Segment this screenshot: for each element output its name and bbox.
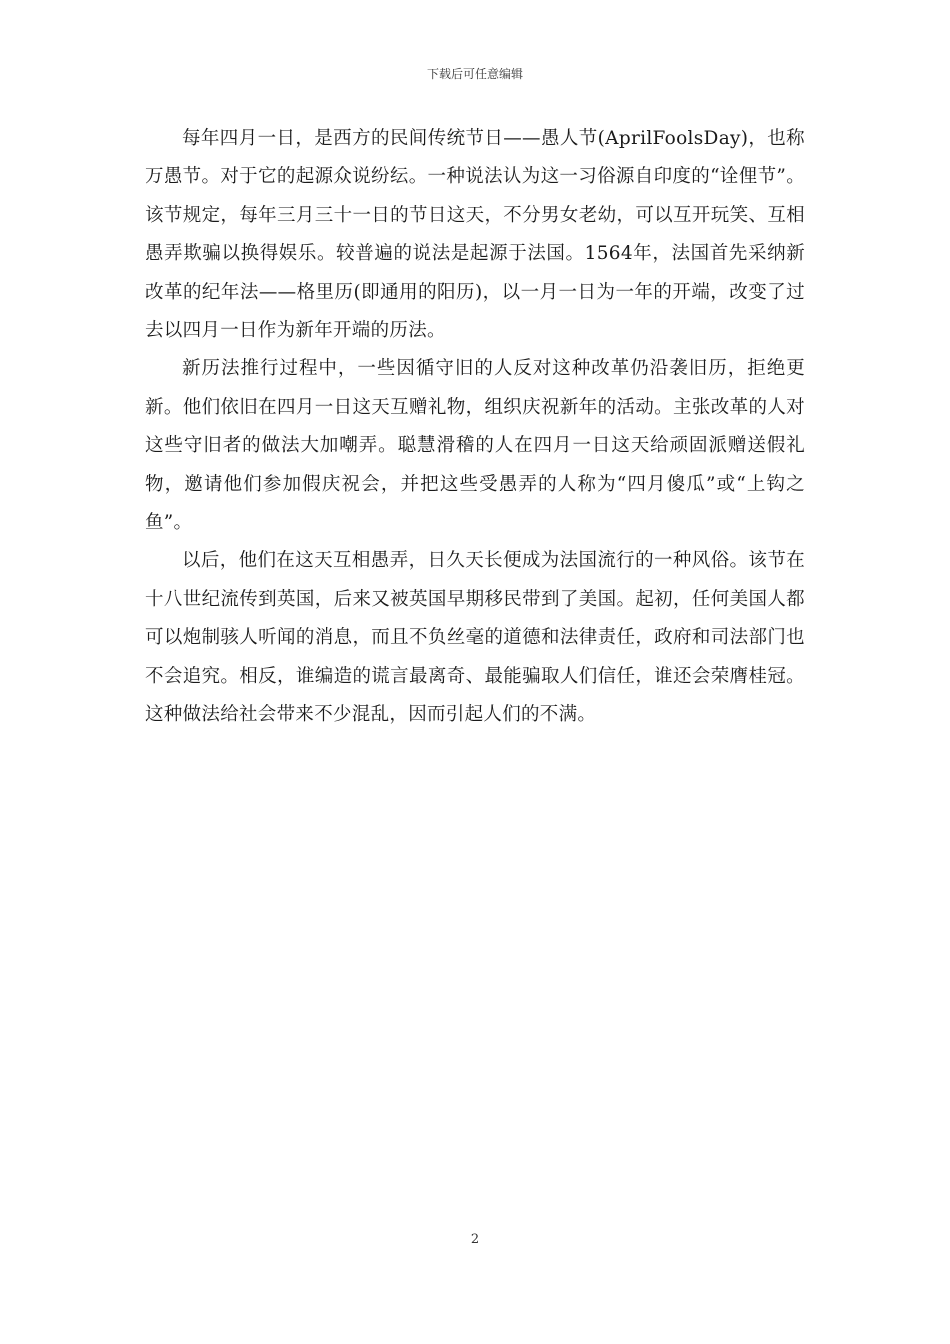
paragraph-origin: 每年四月一日，是西方的民间传统节日——愚人节(AprilFoolsDay)，也称万愚节。对于它的起源众说纷纭。一种说法认为这一习俗源自印度的“诠俚节”。该节规定，每年三月三十一日的节日这天，不分男女老幼，可以互开玩笑、互相愚弄欺骗以换得娱乐。较普遍的说法是起源于法国。1564年，法国首先采纳新改革的纪年法——格里历(即通用的阳历)，以一月一日为一年的开端，改变了过去以四月一日作为新年开端的历法。 (145, 128, 805, 342)
page-header: 下载后可任意编辑 (426, 67, 523, 81)
paragraph-resistance: 新历法推行过程中，一些因循守旧的人反对这种改革仍沿袭旧历，拒绝更新。他们依旧在四月一日这天互赠礼物，组织庆祝新年的活动。主张改革的人对这些守旧者的做法大加嘲弄。聪慧滑稽的人在四月一日这天给顽固派赠送假礼物，邀请他们参加假庆祝会，并把这些受愚弄的人称为“四月傻瓜”或“上钩之鱼”。 (145, 358, 805, 534)
page-number: 2 (470, 1232, 480, 1247)
paragraph-spread: 以后，他们在这天互相愚弄，日久天长便成为法国流行的一种风俗。该节在十八世纪流传到英国，后来又被英国早期移民带到了美国。起初，任何美国人都可以炮制骇人听闻的消息，而且不负丝毫的道德和法律责任，政府和司法部门也不会追究。相反，谁编造的谎言最离奇、最能骗取人们信任，谁还会荣膺桂冠。这种做法给社会带来不少混乱，因而引起人们的不满。 (145, 550, 805, 726)
document-body (145, 120, 805, 735)
